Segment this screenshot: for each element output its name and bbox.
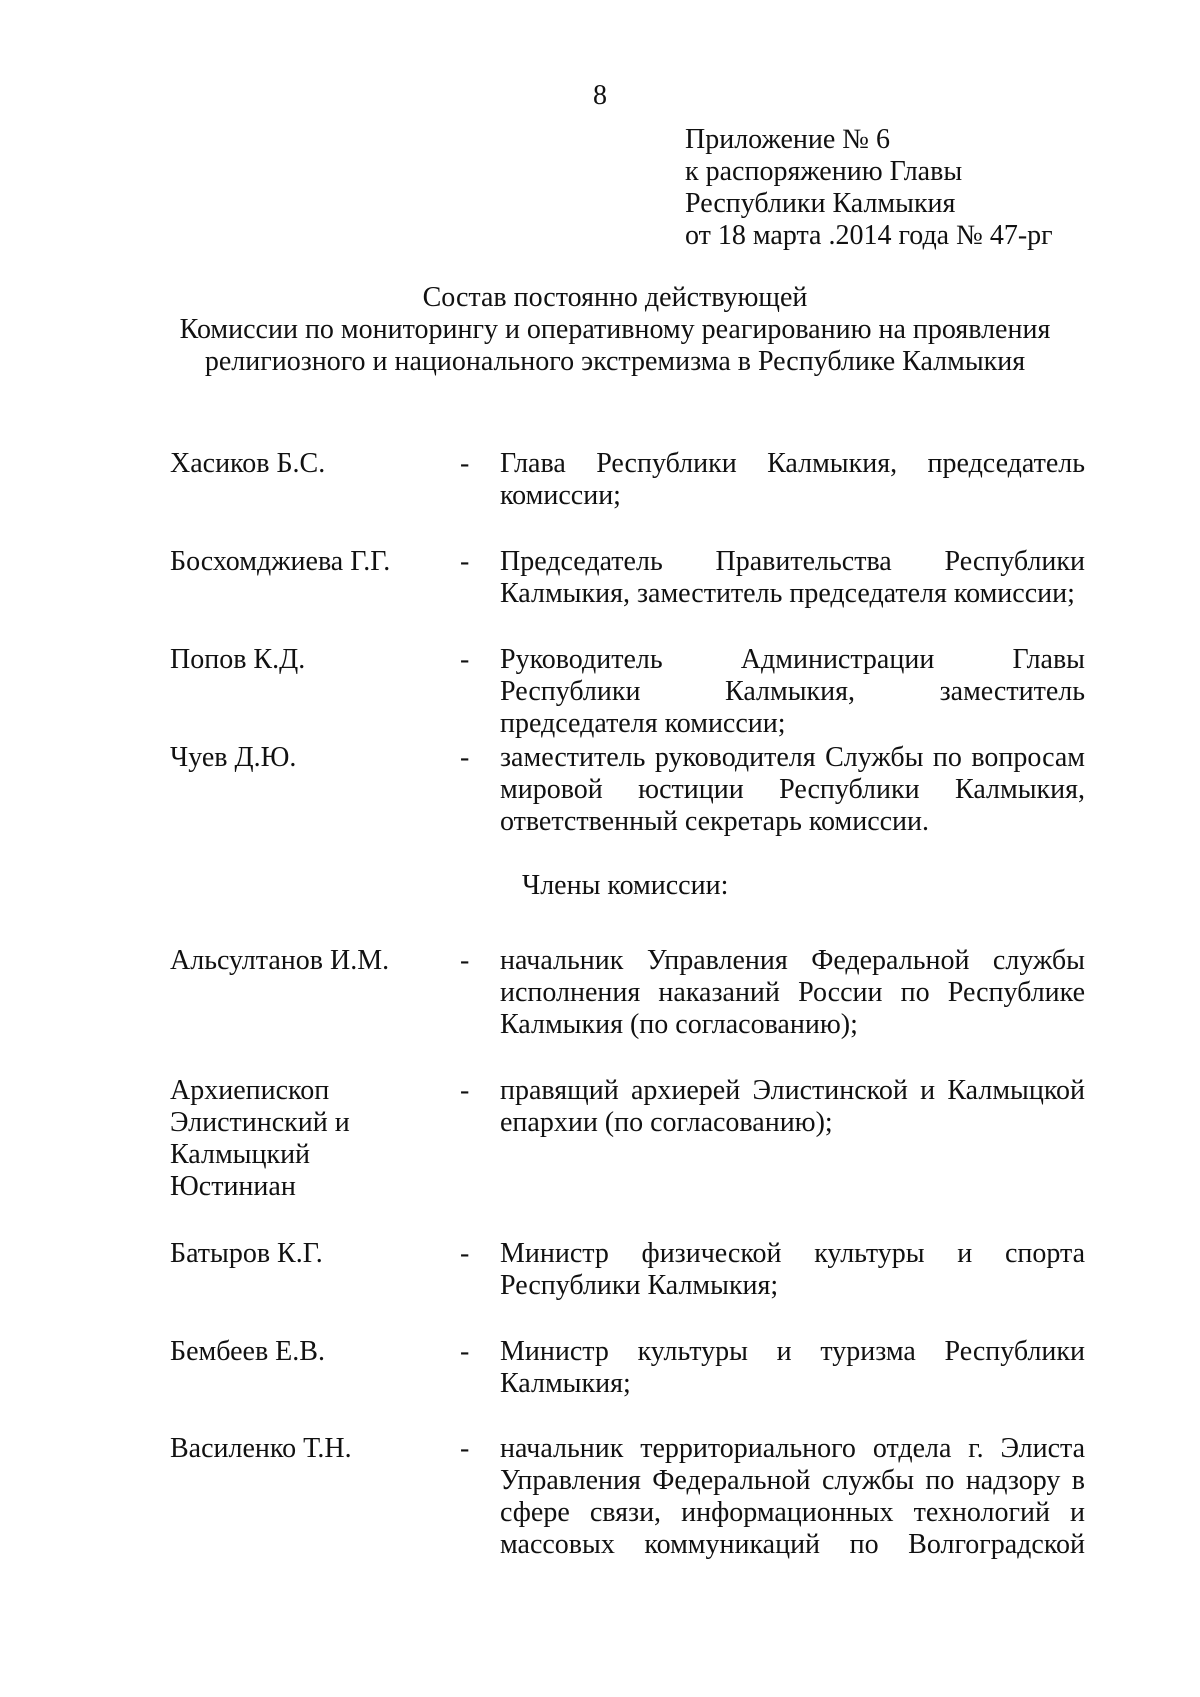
entry-description: Министр культуры и туризма Республики Калмыкия;: [500, 1336, 1085, 1399]
entry-name: [170, 742, 440, 774]
entry-name-line: Босхомджиева Г.Г.: [170, 546, 391, 577]
appendix-line: Республики Калмыкия: [685, 188, 956, 219]
entry-name: [170, 448, 440, 480]
entry-name-line: Чуев Д.Ю.: [170, 742, 297, 773]
entry-name: [170, 644, 440, 676]
entry-description: Председатель Правительства Республики Калмыкия, заместитель председателя комиссии;: [500, 546, 1085, 609]
entry-description: Руководитель Администрации Главы Республики Калмыкия, заместитель председателя комиссии;: [500, 644, 1085, 739]
entry-description: Министр физической культуры и спорта Республики Калмыкия;: [500, 1238, 1085, 1301]
page-number: 8: [593, 80, 607, 111]
entry-name-line: Василенко Т.Н.: [170, 1433, 352, 1464]
entry-name-line: Юстиниан: [170, 1171, 296, 1202]
entry-name: [170, 546, 440, 578]
document-title: [0, 282, 1200, 378]
entry-dash: -: [460, 945, 470, 976]
entry-dash: -: [460, 1238, 470, 1269]
entry-dash: -: [460, 644, 470, 675]
title-line: Состав постоянно действующей: [422, 282, 808, 313]
entry-dash: -: [460, 1075, 470, 1106]
entry-description: заместитель руководителя Службы по вопросам мировой юстиции Республики Калмыкия, ответственный секретарь комиссии.: [500, 742, 1085, 837]
entry-dash: -: [460, 1433, 470, 1464]
entry-name-line: Хасиков Б.С.: [170, 448, 326, 479]
entry-name-line: Батыров К.Г.: [170, 1238, 323, 1269]
appendix-line: к распоряжению Главы: [685, 156, 963, 187]
entry-dash: -: [460, 1336, 470, 1367]
entry-name: [170, 945, 440, 977]
entry-description: правящий архиерей Элистинской и Калмыцкой епархии (по согласованию);: [500, 1075, 1085, 1138]
entry-name: [170, 1433, 440, 1465]
entry-name-line: Попов К.Д.: [170, 644, 306, 675]
appendix-line: Приложение № 6: [685, 124, 890, 155]
title-line: Комиссии по мониторингу и оперативному реагированию на проявления: [179, 314, 1051, 345]
entry-dash: -: [460, 742, 470, 773]
entry-name: [170, 1336, 440, 1368]
entry-name-line: Элистинский и: [170, 1107, 350, 1138]
entry-description: Глава Республики Калмыкия, председатель комиссии;: [500, 448, 1085, 511]
entry-dash: -: [460, 448, 470, 479]
entry-name: [170, 1075, 440, 1203]
entry-description: начальник территориального отдела г. Элиста Управления Федеральной службы по надзору в сфере связи, информационных технологий и массовых коммуникаций по Волгоградской: [500, 1433, 1085, 1560]
entry-name-line: Бембеев Е.В.: [170, 1336, 325, 1367]
entry-name-line: Альсултанов И.М.: [170, 945, 390, 976]
members-heading: Члены комиссии:: [522, 870, 729, 901]
appendix-reference: [685, 124, 1053, 252]
entry-name-line: Архиепископ: [170, 1075, 330, 1106]
entry-dash: -: [460, 546, 470, 577]
entry-name-line: Калмыцкий: [170, 1139, 311, 1170]
entry-description: начальник Управления Федеральной службы исполнения наказаний России по Республике Калмыкия (по согласованию);: [500, 945, 1085, 1040]
title-line: религиозного и национального экстремизма в Республике Калмыкия: [204, 346, 1026, 377]
entry-name: [170, 1238, 440, 1270]
appendix-line: от 18 марта .2014 года № 47-рг: [685, 220, 1053, 251]
